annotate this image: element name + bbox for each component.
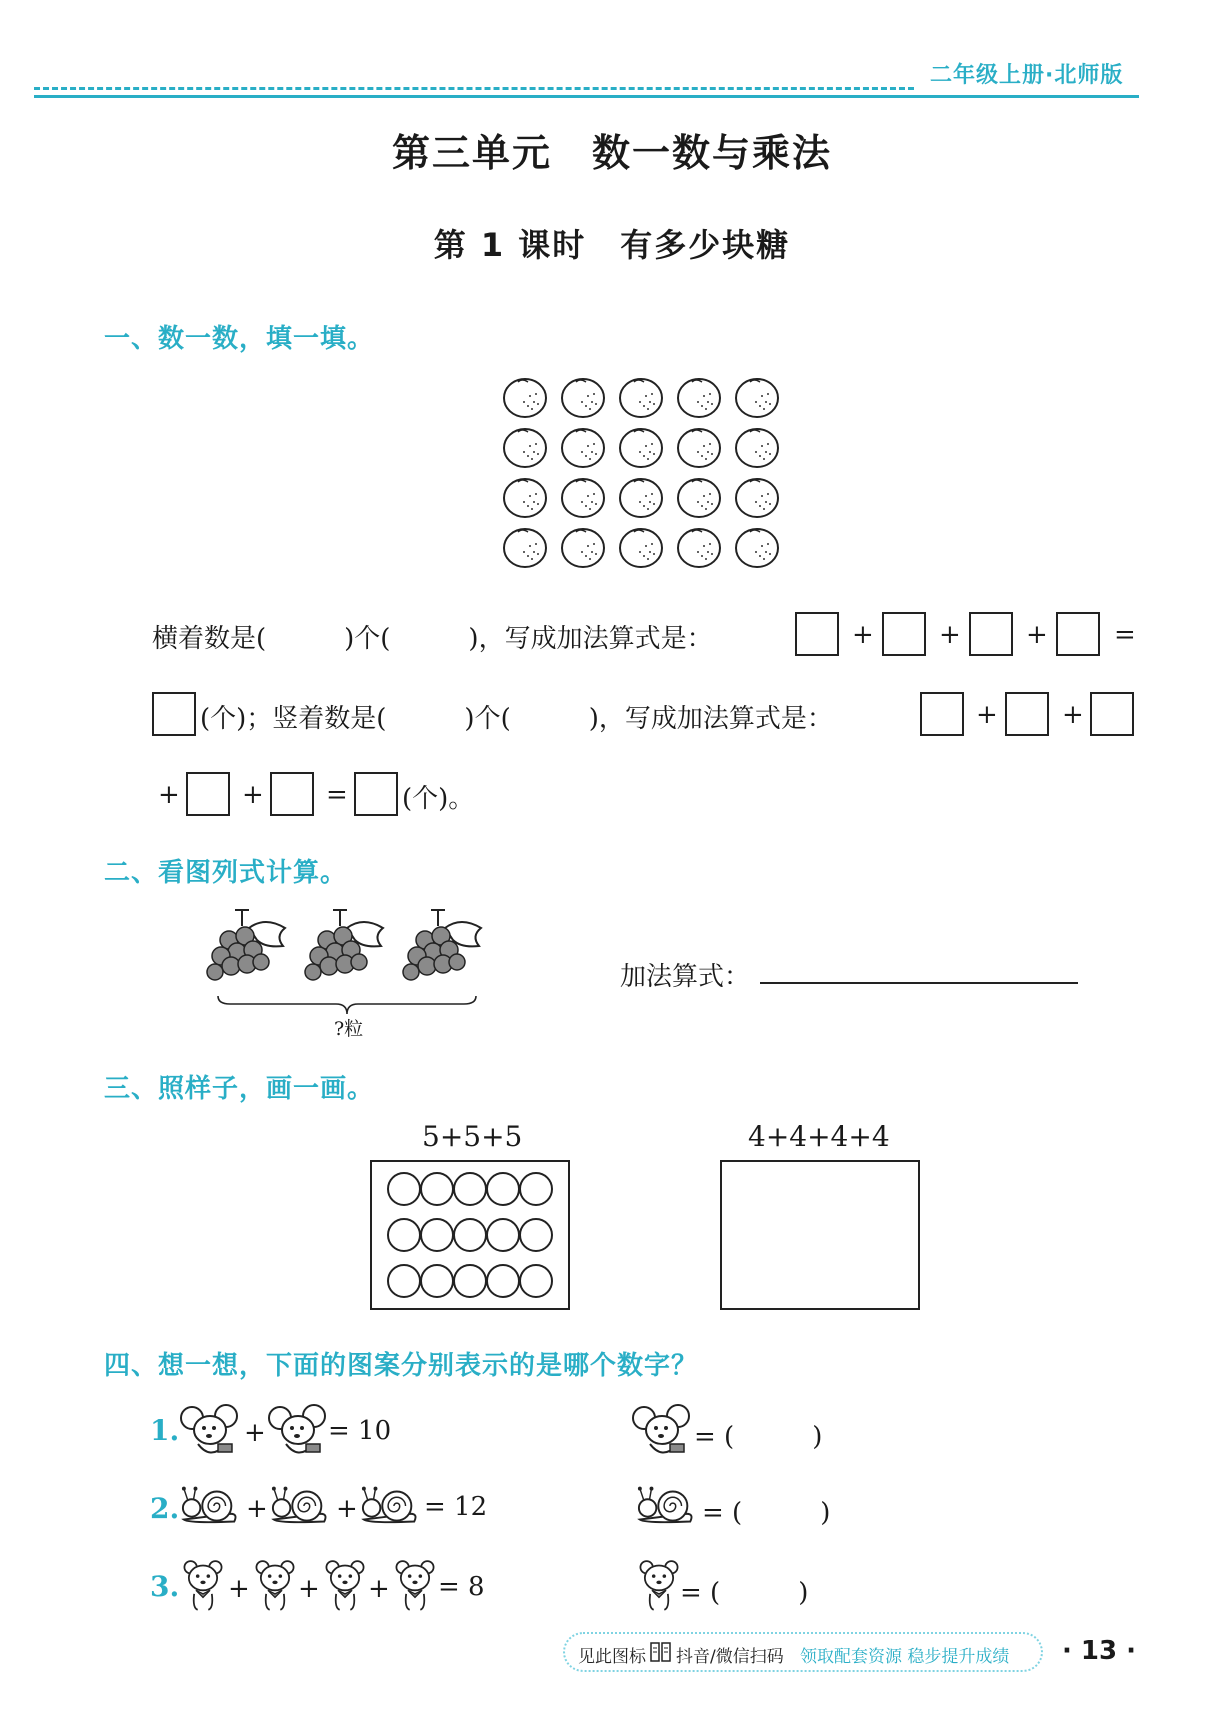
grape-group (205, 906, 495, 990)
plus-sign: + (244, 1418, 266, 1448)
answer-box[interactable] (354, 772, 398, 816)
answer-box[interactable] (186, 772, 230, 816)
example-expression: 5+5+5 (422, 1120, 523, 1153)
unit-title: 第三单元 数一数与乘法 (391, 131, 832, 175)
section4-title: 四、想一想，下面的图案分别表示的是哪个数字？ (104, 1351, 699, 1381)
drawing-frame[interactable] (720, 1160, 920, 1310)
answer-box[interactable] (1056, 612, 1100, 656)
plus-sign: + (158, 780, 180, 810)
plus-sign: + (1062, 700, 1084, 730)
section2-title: 二、看图列式计算。 (104, 858, 348, 888)
lesson-title: 第 1 课时 有多少块糖 (433, 226, 791, 264)
orange-grid (500, 374, 790, 574)
equals-sign: = (1114, 620, 1136, 650)
snail-icon (360, 1484, 422, 1528)
bear-icon (392, 1558, 438, 1612)
plus-sign: + (976, 700, 998, 730)
plus-sign: + (298, 1574, 320, 1604)
page-number: · 13 · (1062, 1636, 1137, 1666)
question-number: 2. (150, 1492, 180, 1525)
line2-text: (个)；竖着数是( )个( )，写成加法算式是： (200, 704, 833, 734)
orange-icon (504, 379, 778, 567)
section1-title: 一、数一数，填一填。 (104, 324, 375, 354)
example-frame (370, 1160, 570, 1310)
section3-title: 三、照样子，画一画。 (104, 1074, 375, 1104)
answer-box[interactable] (920, 692, 964, 736)
equals-sign: = (326, 780, 348, 810)
grade-label: 二年级上册·北师版 (930, 63, 1124, 88)
question-number: 3. (150, 1570, 180, 1603)
plus-sign: + (246, 1494, 268, 1524)
plus-sign: + (852, 620, 874, 650)
circle-grid (372, 1162, 568, 1308)
snail-icon (270, 1484, 332, 1528)
plus-sign: + (228, 1574, 250, 1604)
answer-blank[interactable]: = ( ) (680, 1578, 809, 1608)
task-expression: 4+4+4+4 (748, 1120, 890, 1153)
plus-sign: + (939, 620, 961, 650)
snail-icon (180, 1484, 242, 1528)
answer-label: 加法算式： (620, 962, 751, 992)
mouse-icon (632, 1404, 692, 1460)
header-solid-line (34, 95, 1139, 98)
grape-icon (207, 910, 285, 980)
bear-icon (636, 1558, 682, 1612)
equation-result: = 12 (424, 1492, 488, 1522)
grape-icon (305, 910, 383, 980)
grape-icon (403, 910, 481, 980)
equation-result: = 8 (438, 1572, 485, 1602)
question-number: 1. (150, 1414, 180, 1447)
bear-icon (252, 1558, 298, 1612)
footer-scan-method: 抖音/微信扫码 (676, 1647, 784, 1667)
answer-box[interactable] (270, 772, 314, 816)
answer-blank[interactable]: = ( ) (702, 1498, 831, 1528)
answer-line[interactable] (760, 982, 1078, 984)
answer-box[interactable] (152, 692, 196, 736)
answer-blank[interactable]: = ( ) (694, 1422, 823, 1452)
plus-sign: + (1026, 620, 1048, 650)
brace (216, 994, 478, 1016)
header-dashed-line (34, 87, 914, 90)
plus-sign: + (368, 1574, 390, 1604)
mouse-icon (268, 1404, 328, 1460)
footer-promo: 领取配套资源 稳步提升成绩 (800, 1647, 1010, 1667)
plus-sign: + (242, 780, 264, 810)
answer-box[interactable] (1005, 692, 1049, 736)
answer-box[interactable] (882, 612, 926, 656)
line3-text: (个)。 (402, 784, 475, 814)
answer-box[interactable] (1090, 692, 1134, 736)
answer-box[interactable] (795, 612, 839, 656)
answer-box[interactable] (969, 612, 1013, 656)
bear-icon (180, 1558, 226, 1612)
mouse-icon (180, 1404, 240, 1460)
brace-label: ?粒 (334, 1018, 364, 1040)
equation-result: = 10 (328, 1416, 392, 1446)
plus-sign: + (336, 1494, 358, 1524)
bear-icon (322, 1558, 368, 1612)
footer-scan-text: 见此图标 (578, 1647, 646, 1667)
snail-icon (636, 1484, 698, 1528)
scan-icon (650, 1642, 672, 1662)
line1-text: 横着数是( )个( )，写成加法算式是： (152, 624, 713, 654)
